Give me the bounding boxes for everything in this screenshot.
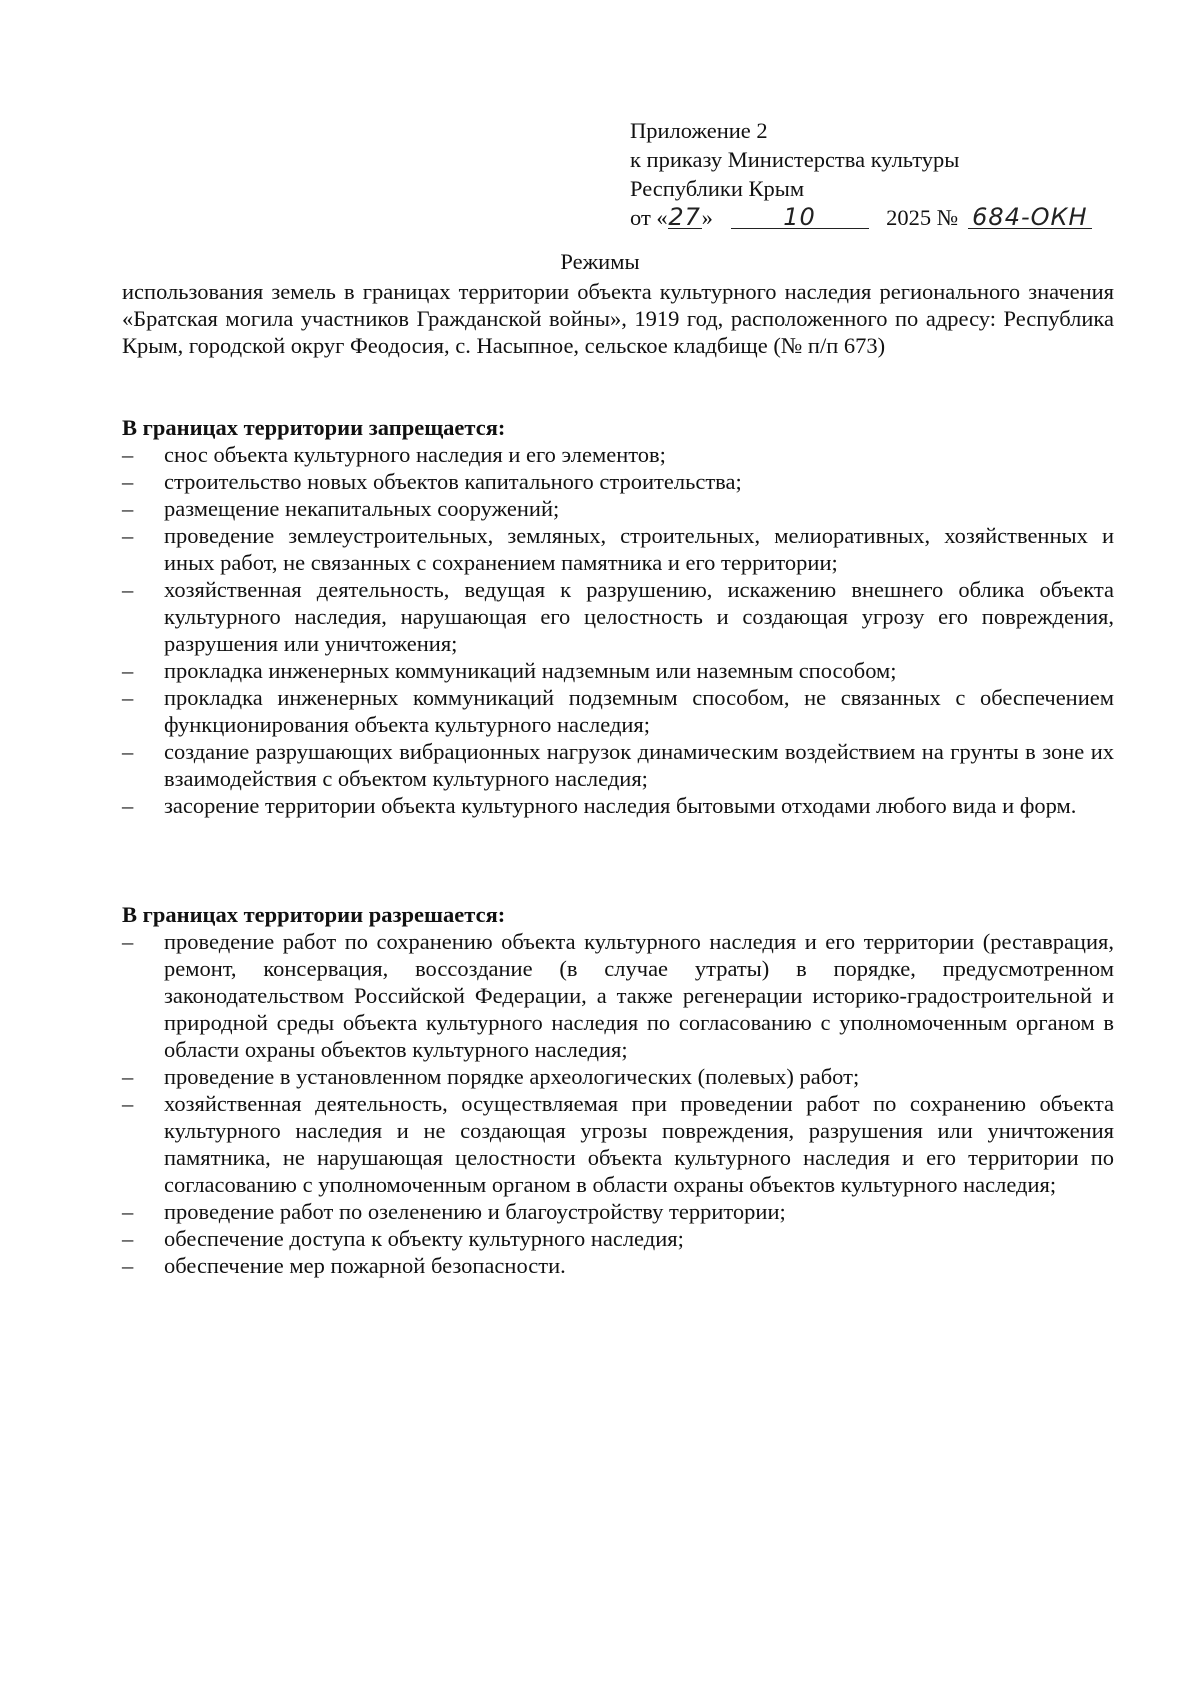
- date-year: 2025 №: [886, 205, 959, 230]
- date-month-handwritten: 10: [731, 206, 869, 229]
- prohibited-heading: В границах территории запрещается:: [122, 415, 506, 440]
- date-day-close: »: [701, 205, 713, 230]
- list-dash: –: [122, 469, 134, 494]
- list-dash: –: [122, 1226, 134, 1251]
- list-item: – прокладка инженерных коммуникаций подземным способом, не связанных с обеспечением функционирования объекта культурного наследия;: [122, 685, 1114, 737]
- date-day-handwritten: 27: [668, 203, 701, 231]
- list-item: – обеспечение мер пожарной безопасности.: [122, 1253, 566, 1278]
- list-dash: –: [122, 1199, 134, 1224]
- order-date-line: [630, 204, 1110, 240]
- list-dash: –: [122, 658, 134, 683]
- list-dash: –: [122, 577, 134, 602]
- list-item: – строительство новых объектов капитального строительства;: [122, 469, 742, 494]
- list-item: – обеспечение доступа к объекту культурного наследия;: [122, 1226, 684, 1251]
- list-dash: –: [122, 793, 134, 818]
- appendix-header: [630, 117, 1110, 240]
- list-dash: –: [122, 1253, 134, 1278]
- list-item: – проведение работ по озеленению и благоустройству территории;: [122, 1199, 786, 1224]
- appendix-number: Приложение 2: [630, 118, 768, 143]
- list-item: – хозяйственная деятельность, осуществляемая при проведении работ по сохранению объекта культурного наследия и не создающая угрозы повреждения, разрушения или уничтожения памятника, не нарушающая целостности объекта культурного наследия и его территории по согласованию с уполномоченным органом в области охраны объектов культурного наследия;: [122, 1091, 1114, 1197]
- list-dash: –: [122, 496, 134, 521]
- list-item: – создание разрушающих вибрационных нагрузок динамическим воздействием на грунты в зоне их взаимодействия с объектом культурного наследия;: [122, 739, 1114, 791]
- list-dash: –: [122, 1091, 134, 1116]
- list-dash: –: [122, 739, 134, 764]
- list-item: – прокладка инженерных коммуникаций надземным или наземным способом;: [122, 658, 897, 683]
- list-item: – проведение работ по сохранению объекта культурного наследия и его территории (реставрация, ремонт, консервация, воссоздание (в случае утраты) в порядке, предусмотренном законодательством Российской Федерации, а также регенерации историко-градостроительной и природной среды объекта культурного наследия по согласованию с уполномоченным органом в области охраны объектов культурного наследия;: [122, 929, 1114, 1062]
- list-item: – проведение землеустроительных, земляных, строительных, мелиоративных, хозяйственных и иных работ, не связанных с сохранением памятника и его территории;: [122, 523, 1114, 575]
- list-item: – проведение в установленном порядке археологических (полевых) работ;: [122, 1064, 860, 1089]
- list-dash: –: [122, 685, 134, 710]
- allowed-list: [122, 928, 1114, 1279]
- list-dash: –: [122, 442, 134, 467]
- date-prefix: от «: [630, 205, 668, 230]
- document-subtitle: использования земель в границах территории объекта культурного наследия регионального значения «Братская могила участников Гражданской войны», 1919 год, расположенного по адресу: Республика Крым, городской округ Феодосия, с. Насыпное, сельское кладбище (№ п/п 673): [122, 279, 1114, 358]
- list-dash: –: [122, 523, 134, 548]
- allowed-section: [122, 901, 1114, 1279]
- order-number-handwritten: 684-ОКН: [968, 206, 1092, 229]
- list-dash: –: [122, 929, 134, 954]
- list-item: – хозяйственная деятельность, ведущая к разрушению, искажению внешнего облика объекта культурного наследия, нарушающая его целостность и создающая угрозу его повреждения, разрушения или уничтожения;: [122, 577, 1114, 656]
- document-title: Режимы: [560, 249, 640, 274]
- prohibited-list: [122, 441, 1114, 819]
- list-item: – размещение некапитальных сооружений;: [122, 496, 560, 521]
- list-dash: –: [122, 1064, 134, 1089]
- appendix-ministry: Республики Крым: [630, 176, 805, 201]
- list-item: – засорение территории объекта культурного наследия бытовыми отходами любого вида и форм.: [122, 793, 1077, 818]
- appendix-order-ref: к приказу Министерства культуры: [630, 147, 960, 172]
- allowed-heading: В границах территории разрешается:: [122, 902, 506, 927]
- list-item: – снос объекта культурного наследия и его элементов;: [122, 442, 666, 467]
- prohibited-section: [122, 414, 1114, 819]
